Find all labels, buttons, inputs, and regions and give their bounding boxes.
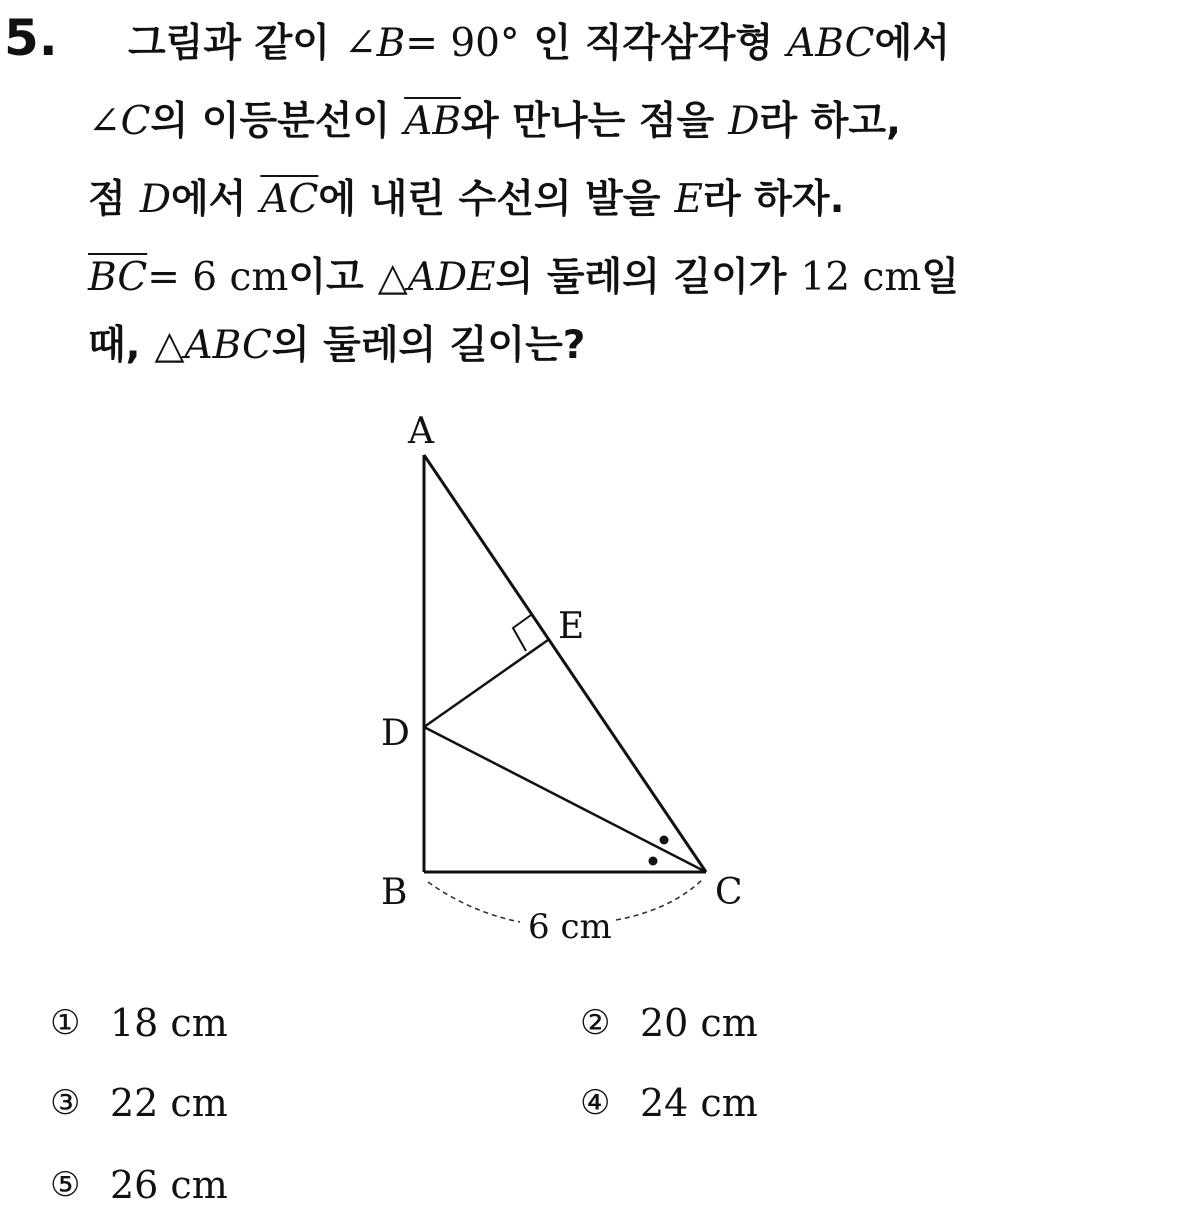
question-text: 일: [921, 255, 960, 300]
triangle-abc: ABC: [787, 21, 875, 66]
question-text: 그림과 같이: [128, 21, 330, 66]
point-d: D: [728, 99, 760, 144]
segment-dc: [424, 727, 706, 872]
question-text: 에서: [874, 21, 950, 66]
question-text: 때,: [88, 323, 141, 368]
ninety-degrees: = 90: [405, 21, 500, 66]
angle-mark-dot: [660, 836, 669, 845]
choice-4[interactable]: [580, 1078, 758, 1128]
label-a: A: [408, 411, 434, 452]
question-text: 라 하자.: [702, 177, 845, 222]
side-ac: [424, 455, 706, 872]
question-text: 점: [88, 177, 126, 222]
question-text: 이고: [288, 255, 364, 300]
question-text: 의 둘레의 길이는?: [271, 323, 586, 368]
angle-b: ∠B: [343, 21, 406, 66]
angle-c: ∠C: [88, 99, 151, 144]
choice-marker: ③: [50, 1083, 81, 1123]
degree-symbol: °: [500, 21, 520, 66]
choice-marker: ④: [580, 1083, 611, 1123]
question-number: 5.: [4, 9, 58, 67]
label-e: E: [558, 606, 585, 647]
bc-length: = 6 cm: [147, 255, 289, 300]
question-text: 인 직각삼각형: [533, 21, 774, 66]
label-b: B: [381, 872, 408, 913]
label-d: D: [381, 713, 410, 754]
question-text: 와 만나는 점을: [460, 99, 715, 144]
question-text: 에 내린 수선의 발을: [318, 177, 661, 222]
triangle-abc: ABC: [184, 323, 272, 368]
choice-marker: ①: [50, 1003, 81, 1043]
choice-marker: ②: [580, 1003, 611, 1043]
choice-marker: ⑤: [50, 1165, 81, 1205]
triangle-ade: ADE: [407, 255, 496, 300]
segment-de: [424, 640, 548, 727]
question-text: 의 둘레의 길이가: [495, 255, 787, 300]
choice-value: 24 cm: [640, 1081, 758, 1125]
triangle-symbol: △: [377, 255, 408, 300]
point-e: E: [674, 177, 703, 222]
choice-3[interactable]: [50, 1078, 228, 1128]
question-text: 의 이등분선이: [150, 99, 391, 144]
label-bc-length: 6 cm: [528, 907, 612, 947]
point-d: D: [139, 177, 171, 222]
choice-value: 18 cm: [110, 1001, 228, 1045]
right-angle-mark-e: [513, 615, 531, 651]
choice-value: 22 cm: [110, 1081, 228, 1125]
segment-ab: $\overline{AB}$: [404, 99, 461, 144]
perimeter-ade: 12 cm: [800, 255, 922, 300]
choice-value: 20 cm: [640, 1001, 758, 1045]
choice-5[interactable]: [50, 1160, 228, 1210]
choice-1[interactable]: [50, 998, 228, 1048]
segment-ac: $\overline{AC}$: [260, 177, 319, 222]
question-text: 에서: [170, 177, 247, 222]
label-c: C: [715, 872, 743, 913]
choice-value: 26 cm: [110, 1163, 228, 1207]
triangle-symbol: △: [154, 323, 185, 368]
question-text: 라 하고,: [759, 99, 901, 144]
angle-mark-dot: [649, 857, 658, 866]
choice-2[interactable]: [580, 998, 758, 1048]
segment-bc: $\overline{BC}$: [88, 255, 148, 300]
